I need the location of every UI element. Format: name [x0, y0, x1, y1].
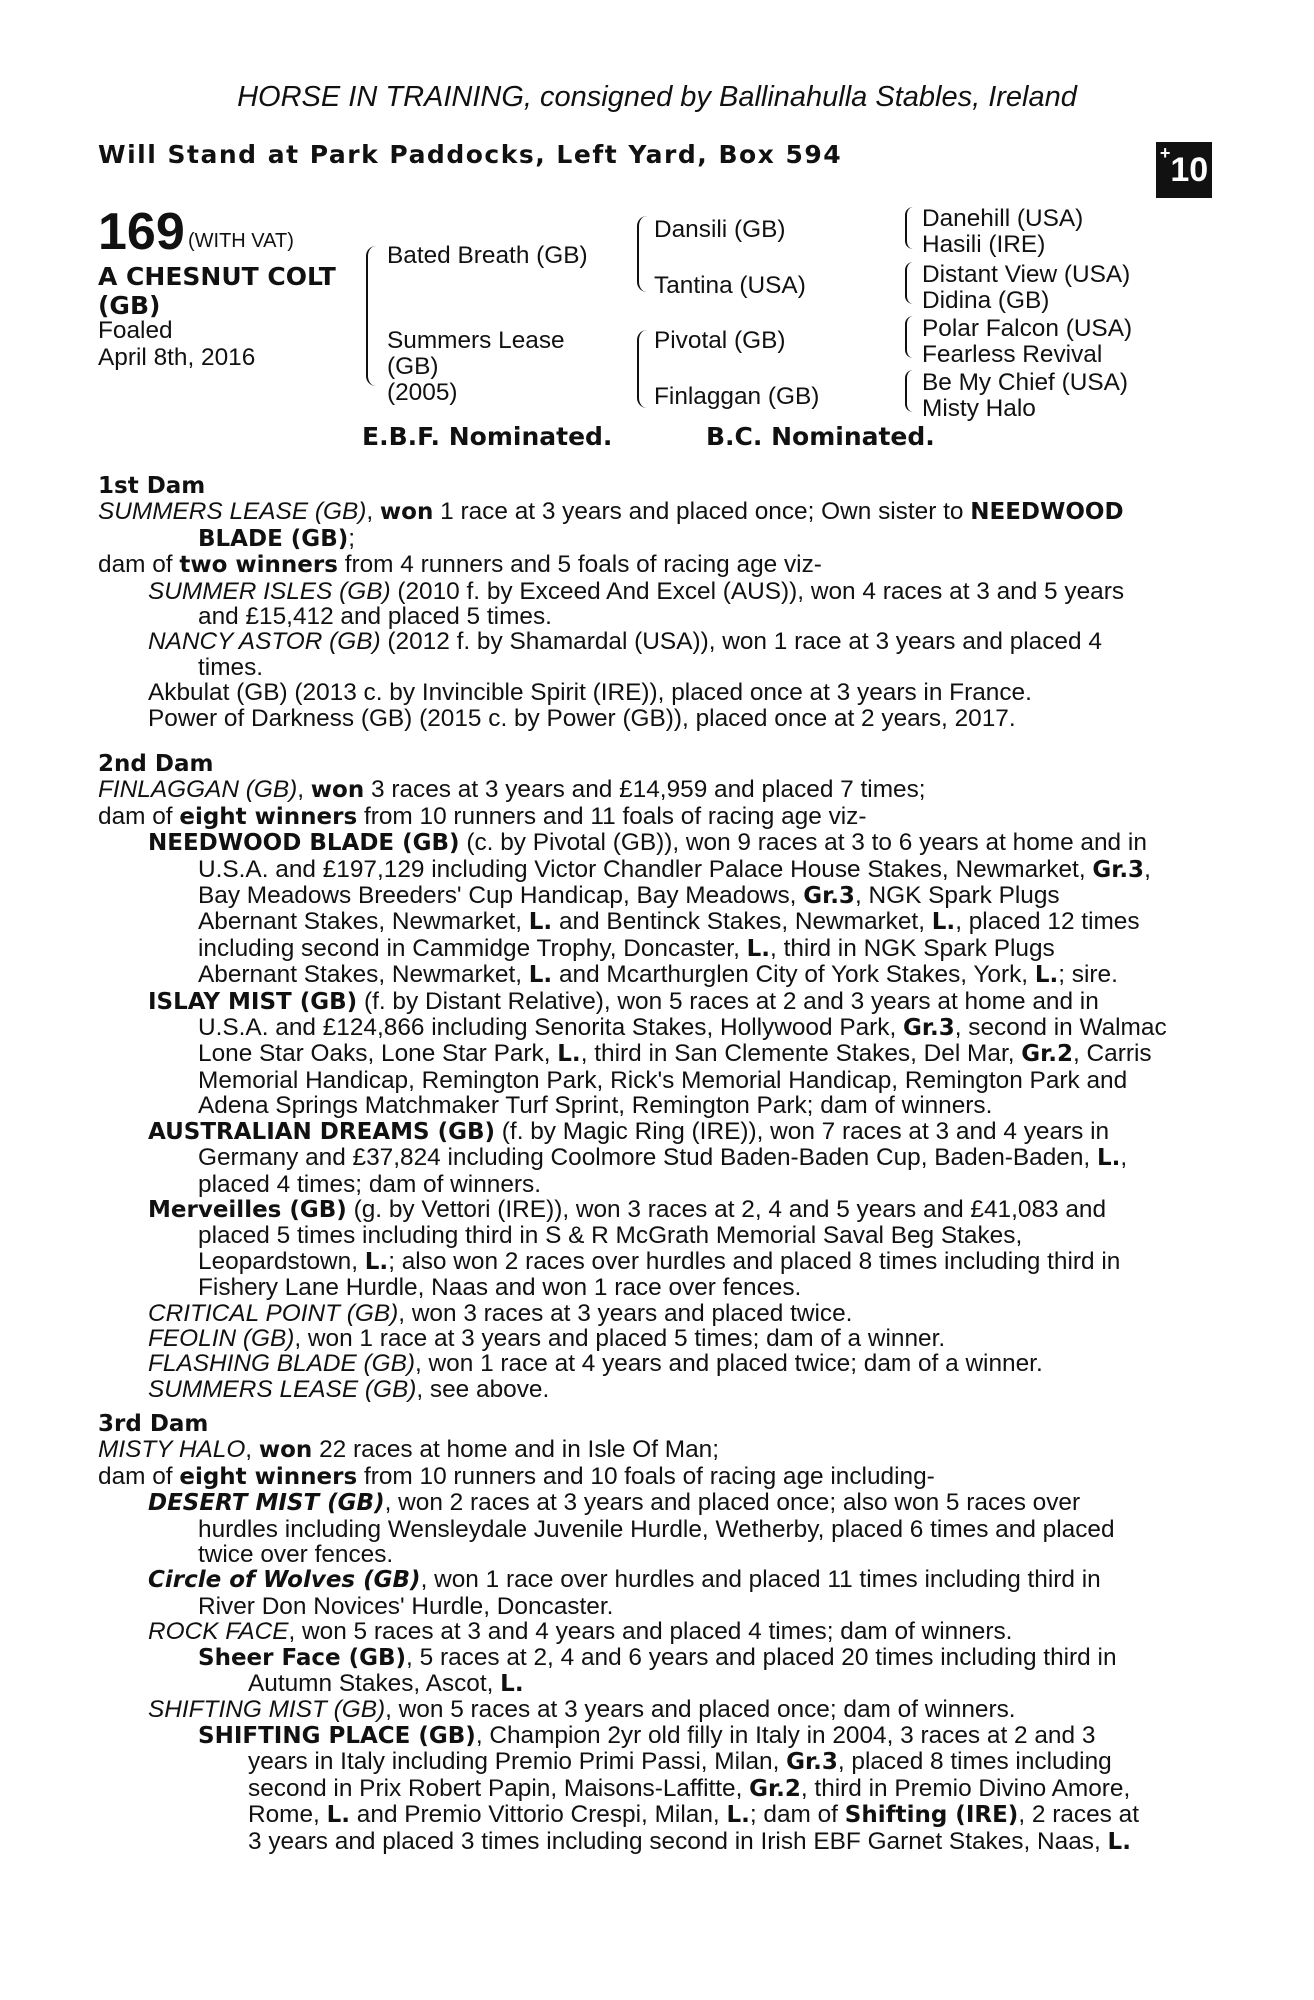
- horse-name: SHIFTING PLACE (GB): [198, 1722, 476, 1749]
- pedigree-gg-5: Polar Falcon (USA): [922, 315, 1133, 342]
- third-dam-line: [98, 1671, 1192, 1697]
- race-grade: Gr.3: [803, 883, 855, 910]
- second-dam-line: [98, 1145, 1192, 1171]
- pedigree-dam-dam: Finlaggan (GB): [654, 383, 820, 410]
- second-dam-line: [98, 1015, 1192, 1041]
- third-dam-line: River Don Novices' Hurdle, Doncaster.: [198, 1592, 614, 1620]
- text: , 5 races at 2, 4 and 6 years and placed 20 times including third in: [406, 1643, 1117, 1671]
- text: (2010 f. by Exceed And Excel (AUS)), won 4 races at 3 and 5 years: [390, 577, 1125, 605]
- second-dam-line: [98, 962, 1192, 988]
- page-header: HORSE IN TRAINING, consigned by Ballinahulla Stables, Ireland: [237, 81, 1077, 113]
- third-dam-line: [98, 1490, 1192, 1516]
- pedigree-brace-7: [905, 370, 913, 412]
- text: , won 5 races at 3 and 4 years and placed 4 times; dam of winners.: [288, 1618, 1013, 1646]
- second-dam-line: [98, 1301, 1192, 1326]
- first-dam-line: Akbulat (GB) (2013 c. by Invincible Spirit (IRE)), placed once at 3 years in France.: [148, 679, 1032, 707]
- won-label: won: [258, 1437, 313, 1464]
- text: (g. by Vettori (IRE)), won 3 races at 2, 4 and 5 years and £41,083 and: [346, 1195, 1107, 1223]
- second-dam-line: [98, 857, 1192, 883]
- text: , Carris: [1072, 1040, 1152, 1068]
- text: Lone Star Oaks, Lone Star Park,: [198, 1040, 558, 1068]
- horse-name: NEEDWOOD: [970, 499, 1124, 526]
- dam-name: SUMMERS LEASE (GB): [98, 498, 367, 526]
- text: ,: [366, 498, 380, 526]
- text: (c. by Pivotal (GB)), won 9 races at 3 to 6 years at home and in: [459, 829, 1147, 857]
- lot-description-line1: A CHESNUT COLT: [98, 262, 336, 291]
- text: , won 1 race over hurdles and placed 11 times including third in: [420, 1566, 1101, 1594]
- lot-badge: [1156, 142, 1212, 198]
- horse-name: SUMMER ISLES (GB): [148, 577, 391, 605]
- pedigree-dam-line2: (GB): [387, 353, 439, 380]
- horse-name: Sheer Face (GB): [198, 1644, 407, 1671]
- pedigree-dam-line1: Summers Lease: [387, 327, 565, 354]
- pedigree-sire: Bated Breath (GB): [387, 242, 588, 269]
- text: dam of: [98, 802, 180, 830]
- stand-location: Will Stand at Park Paddocks, Left Yard, Box 594: [98, 140, 843, 169]
- text: Autumn Stakes, Ascot,: [248, 1670, 501, 1698]
- first-dam-line: [98, 579, 1192, 604]
- horse-name: Merveilles (GB): [148, 1196, 347, 1223]
- third-dam-section: [98, 1412, 1192, 1855]
- text: ,: [1144, 855, 1151, 883]
- second-dam-line: [98, 777, 1192, 803]
- pedigree-brace-3: [637, 330, 647, 408]
- third-dam-line: hurdles including Wensleydale Juvenile Hurdle, Wetherby, placed 6 times and placed: [198, 1515, 1115, 1543]
- second-dam-line: [98, 989, 1192, 1015]
- text: , won 5 races at 3 years and placed once; dam of winners.: [385, 1696, 1016, 1724]
- foaled-label: Foaled: [98, 317, 173, 344]
- second-dam-title: 2nd Dam: [98, 751, 214, 777]
- text: from 10 runners and 11 foals of racing age viz-: [357, 802, 867, 830]
- second-dam-line: [98, 1326, 1192, 1351]
- text: dam of: [98, 551, 180, 579]
- pedigree-dam-sire: Pivotal (GB): [654, 327, 786, 354]
- text: ;: [348, 524, 356, 552]
- first-dam-line: Power of Darkness (GB) (2015 c. by Power (GB)), placed once at 2 years, 2017.: [148, 704, 1016, 732]
- horse-name: SHIFTING MIST (GB): [148, 1696, 386, 1724]
- second-dam-line: Memorial Handicap, Remington Park, Rick's Memorial Handicap, Remington Park and: [198, 1066, 1128, 1094]
- first-dam-line: [98, 629, 1192, 654]
- first-dam-section: [98, 474, 1192, 731]
- first-dam-line: and £15,412 and placed 5 times.: [198, 603, 552, 631]
- text: , third in Premio Divino Amore,: [800, 1774, 1131, 1802]
- second-dam-line: [98, 1119, 1192, 1145]
- race-grade: L.: [528, 909, 553, 936]
- second-dam-line: Adena Springs Matchmaker Turf Sprint, Remington Park; dam of winners.: [198, 1092, 993, 1120]
- horse-name: ROCK FACE: [148, 1618, 289, 1646]
- race-grade: L.: [557, 1041, 581, 1068]
- text: 3 years and placed 3 times including second in Irish EBF Garnet Stakes, Naas,: [248, 1827, 1108, 1855]
- text: (f. by Distant Relative), won 5 races at 2 and 3 years at home and in: [357, 987, 1099, 1015]
- second-dam-line: placed 4 times; dam of winners.: [198, 1170, 541, 1198]
- dam-name: FINLAGGAN (GB): [98, 776, 298, 804]
- text: years in Italy including Premio Primi Passi, Milan,: [248, 1748, 787, 1776]
- third-dam-line: [98, 1437, 1192, 1463]
- text: , 2 races at: [1018, 1801, 1139, 1829]
- second-dam-section: [98, 752, 1192, 1402]
- horse-name: FLASHING BLADE (GB): [148, 1350, 415, 1378]
- text: and Premio Vittorio Crespi, Milan,: [350, 1801, 727, 1829]
- pedigree-brace-1: [366, 246, 378, 386]
- race-grade: L.: [500, 1671, 524, 1698]
- lot-description: [98, 262, 336, 320]
- pedigree-brace-2: [637, 216, 647, 292]
- text: , second in Walmac: [954, 1014, 1167, 1042]
- third-dam-line: [98, 1829, 1192, 1855]
- second-dam-line: [98, 1197, 1192, 1223]
- text: , won 2 races at 3 years and placed once; also won 5 races over: [384, 1489, 1081, 1517]
- text: U.S.A. and £124,866 including Senorita Stakes, Hollywood Park,: [198, 1014, 904, 1042]
- race-grade: Gr.2: [1021, 1041, 1073, 1068]
- text: , won 1 race at 3 years and placed 5 times; dam of a winner.: [294, 1324, 946, 1352]
- text: ,: [245, 1436, 259, 1464]
- first-dam-line: [98, 499, 1192, 525]
- pedigree-dam-line3: (2005): [387, 379, 458, 406]
- horse-name: NANCY ASTOR (GB): [148, 628, 381, 656]
- ebf-nomination: E.B.F. Nominated.: [362, 422, 613, 451]
- text: Abernant Stakes, Newmarket,: [198, 961, 529, 989]
- horse-name: SUMMERS LEASE (GB): [148, 1375, 417, 1403]
- second-dam-line: [98, 804, 1192, 830]
- text: and Bentinck Stakes, Newmarket,: [552, 908, 932, 936]
- text: Germany and £37,824 including Coolmore Stud Baden-Baden Cup, Baden-Baden,: [198, 1144, 1097, 1172]
- text: 3 races at 3 years and £14,959 and placed 7 times;: [364, 776, 926, 804]
- first-dam-line: times.: [198, 653, 264, 681]
- third-dam-line: [98, 1697, 1192, 1722]
- first-dam-line: [98, 526, 1192, 552]
- race-grade: Gr.3: [1092, 856, 1145, 883]
- third-dam-line: [98, 1776, 1192, 1802]
- race-grade: L.: [1097, 1145, 1121, 1172]
- foaled-date: April 8th, 2016: [98, 344, 256, 371]
- third-dam-line: [98, 1567, 1192, 1593]
- second-dam-line: [98, 830, 1192, 856]
- text: , placed 12 times: [955, 908, 1140, 936]
- text: U.S.A. and £197,129 including Victor Chandler Palace House Stakes, Newmarket,: [198, 855, 1093, 883]
- text: ; also won 2 races over hurdles and placed 8 times including third in: [388, 1247, 1121, 1275]
- text: , Champion 2yr old filly in Italy in 2004, 3 races at 2 and 3: [475, 1721, 1096, 1749]
- horse-name: Circle of Wolves (GB): [148, 1567, 421, 1594]
- pedigree-dam: [387, 328, 565, 406]
- text: (f. by Magic Ring (IRE)), won 7 races at 3 and 4 years in: [495, 1117, 1110, 1145]
- text: , third in San Clemente Stakes, Del Mar,: [580, 1040, 1022, 1068]
- pedigree-gg-3: Distant View (USA): [922, 261, 1131, 288]
- race-grade: L.: [726, 1802, 750, 1829]
- pedigree-gg-4: Didina (GB): [922, 287, 1050, 314]
- pedigree-sire-sire: Dansili (GB): [654, 216, 786, 243]
- second-dam-line: [98, 909, 1192, 935]
- second-dam-line: [98, 1351, 1192, 1376]
- badge-plus: +: [1159, 143, 1171, 163]
- won-label: won: [310, 777, 365, 804]
- text: , won 1 race at 4 years and placed twice; dam of a winner.: [415, 1350, 1043, 1378]
- horse-name: ISLAY MIST (GB): [148, 988, 358, 1015]
- lot-number: 169: [98, 203, 185, 261]
- pedigree-gg-7: Be My Chief (USA): [922, 369, 1129, 396]
- race-grade: Gr.3: [786, 1749, 838, 1776]
- race-grade: L.: [528, 962, 553, 989]
- race-grade: L.: [364, 1248, 389, 1275]
- text: and Mcarthurglen City of York Stakes, York,: [552, 961, 1035, 989]
- third-dam-line: [98, 1802, 1192, 1828]
- text: dam of: [98, 1462, 180, 1490]
- race-grade: Gr.3: [903, 1015, 955, 1042]
- text: Rome,: [248, 1801, 327, 1829]
- pedigree-gg-8: Misty Halo: [922, 395, 1036, 422]
- horse-name: DESERT MIST (GB): [148, 1490, 385, 1517]
- pedigree-brace-4: [905, 207, 913, 249]
- text: 1 race at 3 years and placed once; Own sister to: [433, 498, 971, 526]
- pedigree-gg-2: Hasili (IRE): [922, 231, 1046, 258]
- text: , NGK Spark Plugs: [854, 882, 1060, 910]
- text: ,: [297, 776, 311, 804]
- winners-count: two winners: [179, 552, 338, 579]
- text: , won 3 races at 3 years and placed twice.: [398, 1299, 853, 1327]
- third-dam-line: [98, 1723, 1192, 1749]
- horse-name: FEOLIN (GB): [148, 1324, 295, 1352]
- text: from 10 runners and 10 foals of racing age including-: [357, 1462, 935, 1490]
- lot-description-line2: (GB): [98, 291, 161, 320]
- second-dam-line: [98, 1041, 1192, 1067]
- second-dam-line: [98, 883, 1192, 909]
- dam-name: MISTY HALO: [98, 1436, 246, 1464]
- third-dam-line: [98, 1464, 1192, 1490]
- second-dam-line: [98, 936, 1192, 962]
- text: ,: [1120, 1144, 1128, 1172]
- horse-name: BLADE (GB): [198, 525, 349, 552]
- text: Abernant Stakes, Newmarket,: [198, 908, 529, 936]
- foaled-info: [98, 317, 255, 371]
- second-dam-line: placed 5 times including third in S & R McGrath Memorial Saval Beg Stakes,: [198, 1222, 1023, 1250]
- second-dam-line: Fishery Lane Hurdle, Naas and won 1 race over fences.: [198, 1274, 802, 1302]
- race-grade: L.: [1107, 1828, 1131, 1855]
- horse-name: CRITICAL POINT (GB): [148, 1299, 399, 1327]
- text: from 4 runners and 5 foals of racing age viz-: [337, 551, 822, 579]
- text: ; dam of: [749, 1801, 845, 1829]
- race-grade: L.: [326, 1802, 351, 1829]
- bc-nomination: B.C. Nominated.: [706, 422, 935, 451]
- pedigree-brace-6: [905, 316, 913, 358]
- text: 22 races at home and in Isle Of Man;: [312, 1436, 720, 1464]
- winners-count: eight winners: [179, 1463, 358, 1490]
- pedigree-sire-dam: Tantina (USA): [654, 272, 806, 299]
- first-dam-title: 1st Dam: [98, 473, 206, 499]
- race-grade: L.: [746, 935, 771, 962]
- second-dam-line: [98, 1249, 1192, 1275]
- text: including second in Cammidge Trophy, Doncaster,: [198, 934, 747, 962]
- text: ; sire.: [1058, 961, 1118, 989]
- second-dam-line: [98, 1377, 1192, 1402]
- badge-number: 10: [1170, 151, 1209, 189]
- pedigree-brace-5: [905, 262, 913, 304]
- race-grade: Gr.2: [749, 1775, 801, 1802]
- horse-name: AUSTRALIAN DREAMS (GB): [148, 1118, 496, 1145]
- text: , third in NGK Spark Plugs: [770, 934, 1055, 962]
- race-grade: L.: [1034, 962, 1059, 989]
- text: Bay Meadows Breeders' Cup Handicap, Bay Meadows,: [198, 882, 804, 910]
- text: , placed 8 times including: [837, 1748, 1112, 1776]
- pedigree-gg-6: Fearless Revival: [922, 341, 1103, 368]
- lot-vat: (WITH VAT): [188, 230, 294, 252]
- text: , see above.: [416, 1375, 550, 1403]
- text: second in Prix Robert Papin, Maisons-Laffitte,: [248, 1774, 750, 1802]
- horse-name: Shifting (IRE): [844, 1802, 1019, 1829]
- third-dam-line: twice over fences.: [198, 1541, 394, 1569]
- horse-name: NEEDWOOD BLADE (GB): [148, 830, 460, 857]
- first-dam-line: [98, 552, 1192, 578]
- won-label: won: [379, 499, 434, 526]
- third-dam-title: 3rd Dam: [98, 1411, 209, 1437]
- third-dam-line: [98, 1619, 1192, 1644]
- text: (2012 f. by Shamardal (USA)), won 1 race at 3 years and placed 4: [380, 628, 1102, 656]
- winners-count: eight winners: [179, 803, 358, 830]
- race-grade: L.: [931, 909, 956, 936]
- pedigree-gg-1: Danehill (USA): [922, 205, 1084, 232]
- third-dam-line: [98, 1749, 1192, 1775]
- text: Leopardstown,: [198, 1247, 365, 1275]
- third-dam-line: [98, 1645, 1192, 1671]
